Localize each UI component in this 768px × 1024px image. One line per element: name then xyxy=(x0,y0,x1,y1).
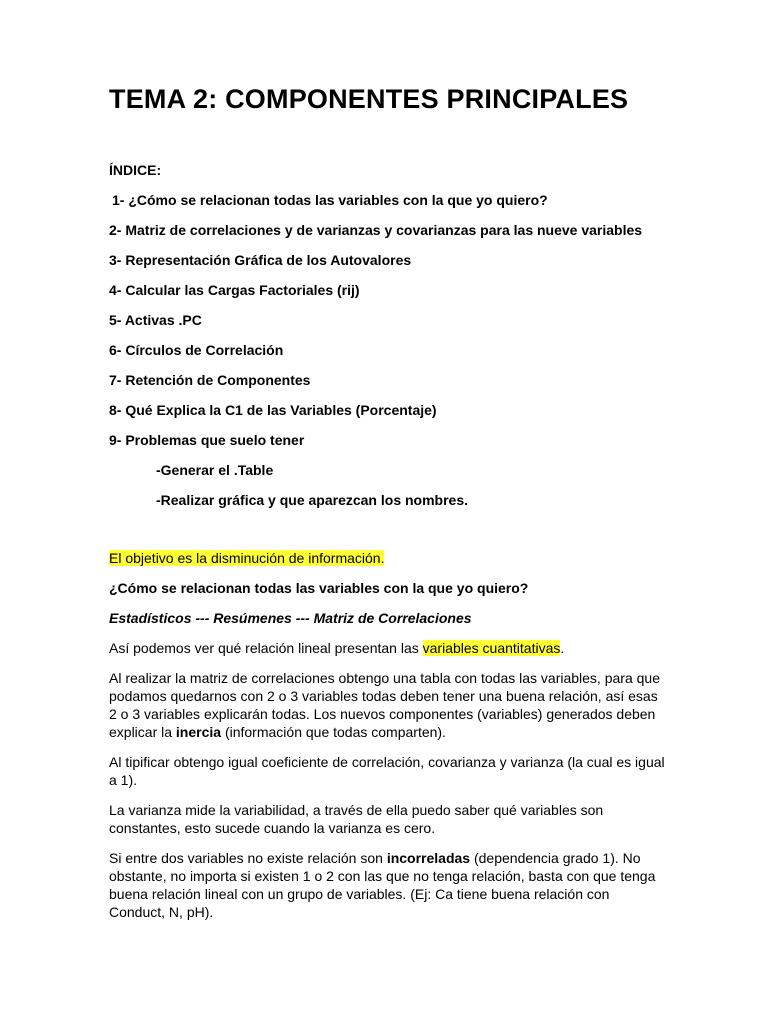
paragraph-2-end: (información que todas comparten). xyxy=(221,724,446,740)
paragraph-5-text: Si entre dos variables no existe relación son xyxy=(109,850,387,866)
page-title: TEMA 2: COMPONENTES PRINCIPALES xyxy=(109,84,629,114)
table-of-contents xyxy=(109,192,642,522)
toc-item-6: 6- Círculos de Correlación xyxy=(109,342,284,358)
paragraph-2-text: Al realizar la matriz de correlaciones obtengo una tabla con todas las variables, para que podamos quedarnos con 2 o 3 variables todas deben tener una buena relación, así esas 2 o 3 variables explicarán todas. Los nuevos componentes (variables) generados deben explicar la xyxy=(109,670,660,740)
toc-item-7: 7- Retención de Componentes xyxy=(109,372,311,388)
toc-item-3: 3- Representación Gráfica de los Autovalores xyxy=(109,252,412,268)
paragraph-2 xyxy=(109,669,669,741)
bold-inercia: inercia xyxy=(175,724,222,740)
toc-item-8: 8- Qué Explica la C1 de las Variables (Porcentaje) xyxy=(109,402,437,418)
toc-subitem-2: -Realizar gráfica y que aparezcan los nombres. xyxy=(156,492,469,508)
question-heading: ¿Cómo se relacionan todas las variables con la que yo quiero? xyxy=(109,580,529,596)
toc-item-4: 4- Calcular las Cargas Factoriales (rij) xyxy=(109,282,360,298)
bold-incorreladas: incorreladas xyxy=(386,850,471,866)
document-body xyxy=(109,549,669,933)
objective-paragraph xyxy=(109,549,669,567)
paragraph-5-end: (dependencia grado 1). No obstante, no importa si existen 1 o 2 con las que no tenga relación, basta con que tenga buena relación lineal con un grupo de variables. (Ej: Ca tiene buena relación con Conduct, N, pH). xyxy=(109,850,656,920)
highlight-variables-cuantitativas: variables cuantitativas xyxy=(422,640,561,656)
paragraph-1-text: Así podemos ver qué relación lineal presentan las xyxy=(109,640,423,656)
paragraph-3: Al tipificar obtengo igual coeficiente de correlación, covarianza y varianza (la cual es igual a 1). xyxy=(109,754,665,788)
paragraph-4: La varianza mide la variabilidad, a través de ella puedo saber qué variables son constantes, esto sucede cuando la varianza es cero. xyxy=(109,802,604,836)
toc-subitem-1: -Generar el .Table xyxy=(156,462,274,478)
index-heading: ÍNDICE: xyxy=(109,162,162,178)
objective-highlight: El objetivo es la disminución de información. xyxy=(109,550,385,566)
toc-item-5: 5- Activas .PC xyxy=(109,312,202,328)
paragraph-1-end: . xyxy=(560,640,565,656)
toc-item-1: 1- ¿Cómo se relacionan todas las variables con la que yo quiero? xyxy=(112,192,548,208)
paragraph-5 xyxy=(109,849,669,921)
menu-path: Estadísticos --- Resúmenes --- Matriz de Correlaciones xyxy=(109,610,472,626)
toc-item-2: 2- Matriz de correlaciones y de varianzas y covarianzas para las nueve variables xyxy=(109,222,643,238)
toc-item-9: 9- Problemas que suelo tener xyxy=(109,432,305,448)
paragraph-1 xyxy=(109,639,669,657)
